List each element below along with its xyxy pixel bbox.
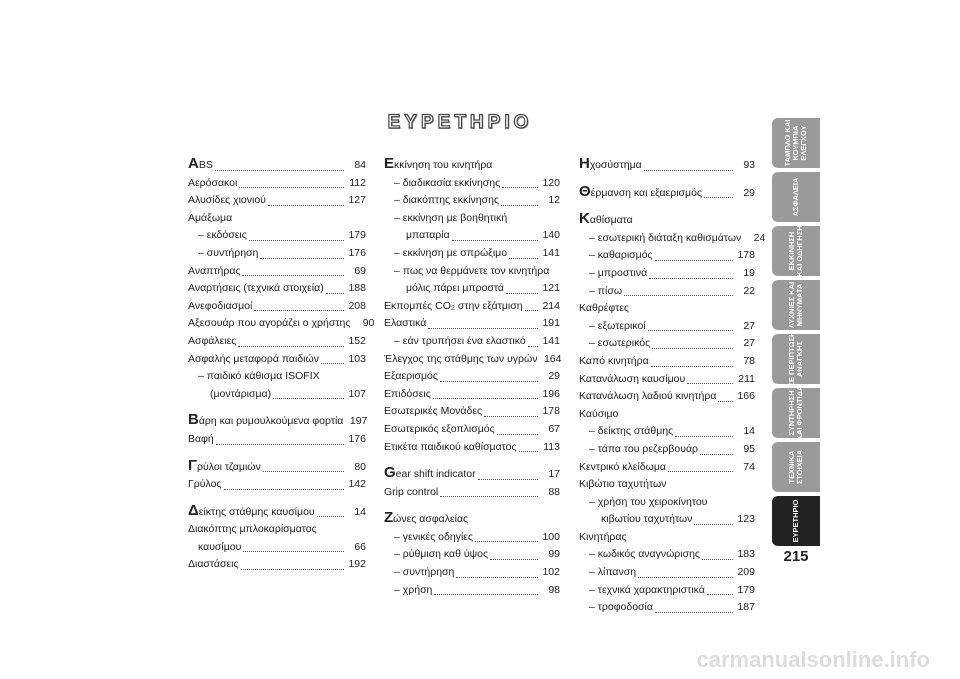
index-entry: – εσωτερικός 27 [589,337,755,350]
index-entry: – εκκίνηση με σπρώξιμο 141 [394,246,560,259]
index-entry: Αλυσίδες χιονιού 127 [188,194,366,207]
index-entry: Κεντρικό κλείδωμα 74 [579,460,755,473]
index-entry: – λίπανση 209 [589,566,755,579]
index-entry: καυσίμου 66 [198,540,366,553]
index-entry: Αναπτήρας 69 [188,264,366,277]
index-entry: ABS 84 [188,155,366,172]
index-entry: Hχοσύστημα 93 [579,155,755,172]
index-entry: Αερόσακοι 112 [188,176,366,189]
index-entry: – κωδικός αναγνώρισης 183 [589,548,755,561]
index-entry: – πίσω 22 [589,284,755,297]
tab-index[interactable]: ΕΥΡΕΤΗΡΙΟ [772,496,820,546]
index-heading: Κιβώτιο ταχυτήτων [579,478,667,491]
tab-dashboard-controls[interactable]: ΤΑΜΠΛΟ ΚΑΙ ΚΟΥΜΠΙΑ ΕΛΕΓΧΟΥ [772,118,820,168]
index-entry: Γρύλοι τζαμιών 80 [188,456,366,474]
index-heading: Zώνες ασφαλείας [384,509,469,527]
index-entry: Έλεγχος της στάθμης των υγρών 164 [384,352,562,365]
index-heading: Καθρέφτες [579,302,629,315]
index-entry: – ρύθμιση καθ ύψος 99 [394,548,560,561]
index-heading: Κινητήρας [579,530,627,543]
index-entry: – τροφοδοσία 187 [589,601,755,614]
index-entry: Βαφή 176 [188,432,366,445]
index-entry: – εκδόσεις 179 [198,229,366,242]
index-entry: Grip control 88 [384,485,560,498]
index-entry: μπαταρία 140 [406,229,560,242]
index-entry: Εσωτερικές Μονάδες 178 [384,405,560,418]
tab-maintenance[interactable]: ΣΥΝΤΗΡΗΣΗ ΚΑΙ ΦΡΟΝΤΙΔΑ [772,388,820,438]
index-entry: – διαδικασία εκκίνησης 120 [394,176,560,189]
index-heading: Διακόπτης μπλοκαρίσματος [188,523,317,536]
index-heading: Αμάξωμα [188,211,233,224]
index-entry: – συντήρηση 102 [394,566,560,579]
index-entry: Εσωτερικός εξοπλισμός 67 [384,422,560,435]
tab-technical-data[interactable]: ΤΕΧΝΙΚΑ ΣΤΟΙΧΕΙΑ [772,442,820,492]
index-entry: Ανεφοδιασμοί 208 [188,299,366,312]
index-entry: Εξαερισμός 29 [384,370,560,383]
index-entry: – καθαρισμός 178 [589,249,755,262]
index-entry: – εάν τρυπήσει ένα ελαστικό 141 [394,334,560,347]
index-entry: – τάπα του ρεζερβουάρ 95 [589,442,755,455]
index-entry: μόλις πάρει μπροστά 121 [406,282,560,295]
tab-starting-driving[interactable]: ΕΚΚΙΝΗΣΗ ΚΑΙ ΟΔΗΓΗΣΗ [772,226,820,276]
index-entry: Επιδόσεις 196 [384,387,560,400]
index-entry: Διαστάσεις 192 [188,558,366,571]
index-entry: κιβωτίου ταχυτήτων 123 [601,513,755,526]
index-entry: Ελαστικά 191 [384,317,560,330]
index-entry: – γενικές οδηγίες 100 [394,530,560,543]
index-entry: – δείκτης στάθμης 14 [589,425,755,438]
index-heading: Καύσιμο [579,407,619,420]
index-entry: Ασφαλής μεταφορά παιδιών 103 [188,352,366,365]
tab-warning-lights[interactable]: ΛΥΧΝΙΕΣ ΚΑΙ ΜΗΝΥΜΑΤΑ [772,280,820,330]
index-entry: Αναρτήσεις (τεχνικά στοιχεία) 188 [188,282,366,295]
index-entry: Ετικέτα παιδικού καθίσματος 113 [384,440,560,453]
index-entry: – εξωτερικοί 27 [589,319,755,332]
index-entry: (μοντάρισμα) 107 [210,387,366,400]
index-heading: Eκκίνηση του κινητήρα [384,155,493,172]
index-column-2 [384,155,560,599]
page-number: 215 [783,548,809,565]
index-entry: Ασφάλειες 152 [188,334,366,347]
index-entry: – χρήση 98 [394,583,560,596]
index-entry: – εσωτερική διάταξη καθισμάτων 24 [589,231,766,244]
index-entry: Gear shift indicator 17 [384,464,560,482]
section-tabs [772,118,820,550]
index-entry: – μπροστινά 19 [589,266,755,279]
index-entry: Εκπομπές CO₂ στην εξάτμιση 214 [384,299,560,312]
index-entry: Κατανάλωση λαδιού κινητήρα 166 [579,390,755,403]
index-entry: Κατανάλωση καυσίμου 211 [579,372,755,385]
index-heading: Kαθίσματα [579,210,633,228]
page-title: ΕΥΡΕΤΗΡΙΟ [387,112,533,133]
index-entry: Καπό κινητήρα 78 [579,354,755,367]
index-entry: Θέρμανση και εξαερισμός 29 [579,182,755,200]
watermark: carmanualsonline.info [696,647,930,672]
index-entry: – συντήρηση 176 [198,246,366,259]
tab-emergency[interactable]: ΣΕ ΠΕΡΙΠΤΩΣΗ ΑΝΑΓΚΗΣ [772,334,820,384]
index-entry: Bάρη και ρυμουλκούμενα φορτία 197 [188,411,368,429]
index-heading: – πως να θερμάνετε τον κινητήρα [394,264,550,277]
index-heading: – παιδικό κάθισμα ISOFIX [198,370,320,383]
index-entry: – τεχνικά χαρακτηριστικά 179 [589,583,755,596]
tab-safety[interactable]: ΑΣΦΑΛΕΙΑ [772,172,820,222]
index-entry: – διακόπτης εκκίνησης 12 [394,194,560,207]
index-entry: Δείκτης στάθμης καυσίμου 14 [188,501,366,519]
index-heading: – χρήση του χειροκίνητου [589,495,708,508]
index-column-1 [188,155,375,574]
index-entry: Αξεσουάρ που αγοράζει ο χρήστης 90 [188,317,375,330]
index-heading: – εκκίνηση με βοηθητική [394,211,508,224]
index-column-3 [579,155,766,617]
index-entry: Γρύλος 142 [188,478,366,491]
